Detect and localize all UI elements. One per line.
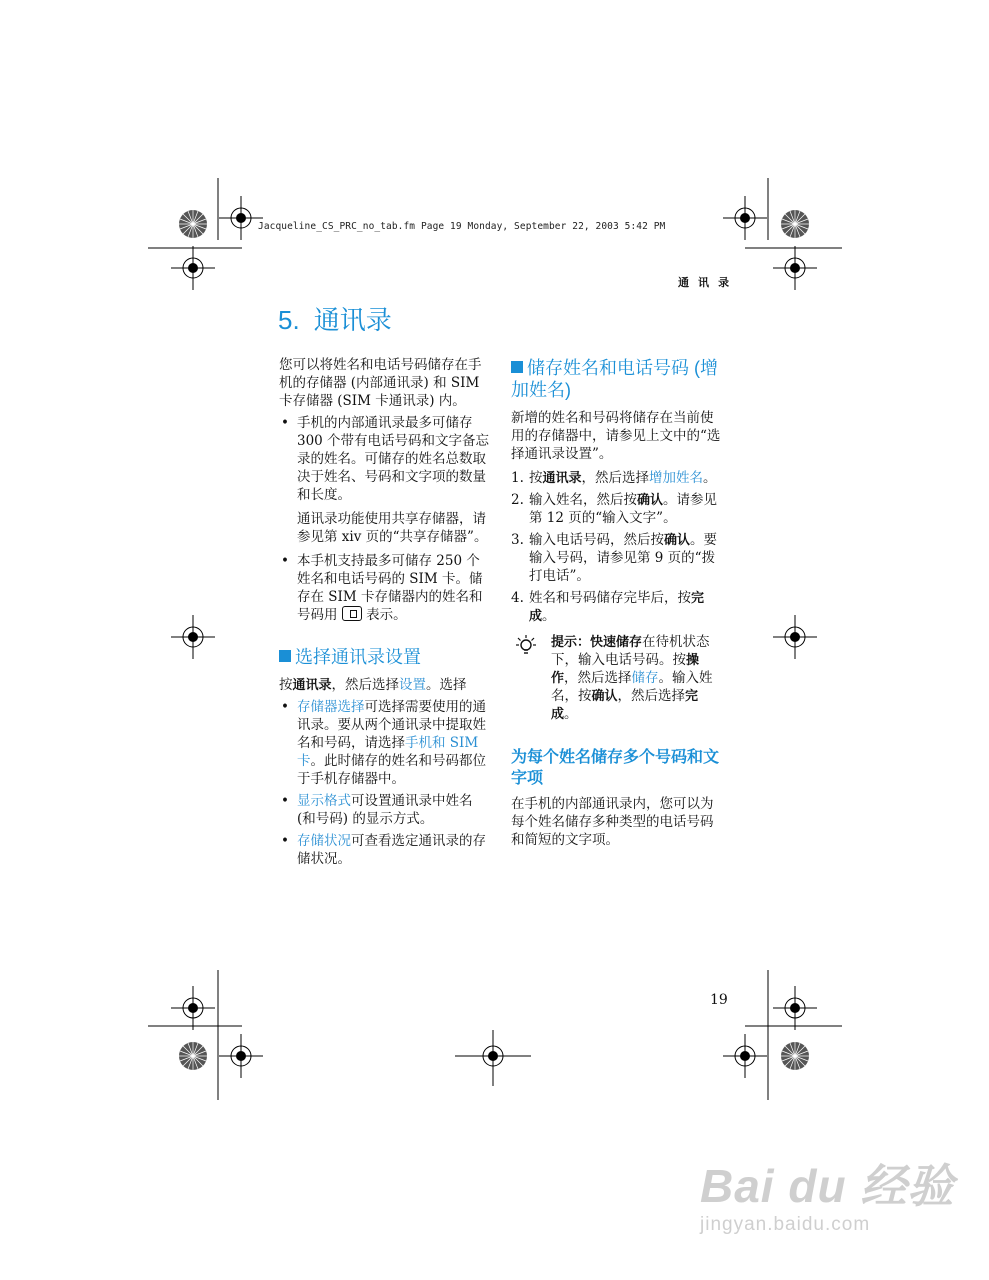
step-2: 2. 输入姓名，然后按确认。请参见第 12 页的“输入文字”。 [511, 492, 718, 526]
sim-memory-icon [342, 606, 362, 621]
file-info-line: Jacqueline_CS_PRC_no_tab.fm Page 19 Monday, September 22, 2003 5:42 PM [258, 221, 666, 232]
tip-box [511, 633, 721, 723]
menu-term-link: 储存 [631, 670, 659, 686]
bold-term: 快速储存 [590, 634, 643, 649]
bold-term: 确认 [637, 492, 664, 507]
text: 在待机状态下，输入电话号码。按 [551, 634, 710, 668]
menu-term-link: 存储状况 [297, 833, 351, 849]
text: 按 [529, 470, 543, 486]
bold-term: 确认 [664, 532, 691, 547]
text: ，然后选择 [331, 677, 400, 693]
text: 。输入姓名，按 [551, 670, 713, 704]
option-text: 可查看选定通讯录的存储状况。 [297, 833, 486, 867]
menu-term-link: 设置 [399, 677, 427, 693]
left-column [279, 356, 491, 872]
subsection-paragraph: 在手机的内部通讯录内，您可以为每个姓名储存多种类型的电话号码和简短的文字项。 [511, 796, 714, 848]
text: 按 [279, 677, 293, 693]
bold-term: 完成 [529, 590, 705, 623]
bullet-text-end: 表示。 [366, 607, 407, 623]
chapter-number: 5. [278, 305, 300, 335]
tip-label: 提示： [551, 634, 591, 649]
bullet-internal-memory [279, 414, 491, 504]
text: 输入姓名，然后按 [529, 492, 637, 508]
watermark [700, 1150, 954, 1236]
text: 。请参见第 12 页的“输入文字”。 [529, 492, 718, 526]
chapter-title: 通讯录 [313, 305, 392, 335]
chapter-heading [278, 300, 392, 337]
bullet-text: 手机的内部通讯录最多可储存 300 个带有电话号码和文字备忘录的姓名。可储存的姓名总数取决于姓名、号码和文字项的数量和长度。 [297, 415, 490, 503]
text: 。选择 [426, 677, 467, 693]
intro-paragraph: 新增的姓名和号码将储存在当前使用的存储器中，请参见上文中的“选择通讯录设置”。 [511, 410, 721, 462]
bold-term: 完成 [551, 688, 699, 721]
bold-term: 通讯录 [292, 677, 332, 692]
running-title: 通 讯 录 [678, 277, 733, 289]
text: ，然后选择 [564, 670, 632, 686]
menu-term-link: 存储器选择 [297, 699, 365, 715]
right-column [511, 357, 721, 849]
step-1: 1. 按通讯录，然后选择增加姓名。 [511, 470, 717, 486]
section-square-icon [511, 361, 523, 373]
text: 。 [703, 470, 717, 486]
menu-term-link: 增加姓名 [649, 470, 704, 486]
option-text: 可设置通讯录中姓名 (和号码) 的显示方式。 [297, 793, 473, 827]
option-memory-status [279, 832, 491, 868]
bold-term: 通讯录 [542, 470, 582, 485]
text: 输入电话号码，然后按 [529, 532, 664, 548]
text: ，然后选择 [617, 688, 686, 704]
option-text: 可选择需要使用的通讯录。要从两个通讯录中提取姓名和号码，请选择 [297, 699, 486, 751]
section-square-icon [279, 650, 291, 662]
watermark-url: jingyan.baidu.com [700, 1214, 871, 1235]
step-4: 4. 姓名和号码储存完毕后，按完成。 [511, 590, 705, 624]
subsection-heading: 为每个姓名储存多个号码和文字项 [511, 749, 720, 787]
bullet-text: 本手机支持最多可储存 250 个姓名和电话号码的 SIM 卡。储存在 SIM 卡存储器内的姓名和号码用 [297, 553, 483, 623]
option-memory-select [279, 698, 491, 788]
step-3: 3. 输入电话号码，然后按确认。要输入号码，请参见第 9 页的“拨打电话”。 [511, 532, 718, 584]
option-text: 。此时储存的姓名和号码都位于手机存储器中。 [297, 753, 486, 787]
lightbulb-icon [513, 633, 539, 657]
shared-memory-note: 通讯录功能使用共享存储器，请参见第 xiv 页的“共享存储器”。 [297, 511, 488, 545]
text: 。 [542, 608, 556, 624]
text: 。要输入号码，请参见第 9 页的“拨打电话”。 [529, 532, 718, 584]
bold-term: 操作 [551, 652, 700, 685]
bullet-sim-card [279, 552, 491, 624]
section-title: 选择通讯录设置 [295, 647, 421, 667]
select-instruction [279, 676, 491, 694]
option-display-format [279, 792, 491, 828]
section-heading-select-settings [279, 646, 491, 668]
watermark-brand: Bai du 经验 [700, 1160, 955, 1212]
text: 姓名和号码储存完毕后，按 [529, 590, 691, 606]
page-number: 19 [710, 992, 728, 1008]
section-heading-add-name [511, 357, 721, 401]
text: 。 [564, 706, 578, 722]
section-title: 储存姓名和电话号码 (增加姓名) [511, 358, 718, 400]
menu-term-link: 手机和 SIM 卡 [297, 735, 479, 769]
text: ，然后选择 [581, 470, 650, 486]
bold-term: 确认 [591, 688, 618, 703]
menu-term-link: 显示格式 [297, 793, 351, 809]
intro-paragraph: 您可以将姓名和电话号码储存在手机的存储器 (内部通讯录) 和 SIM 卡存储器 (SIM 卡通讯录) 内。 [279, 357, 482, 409]
